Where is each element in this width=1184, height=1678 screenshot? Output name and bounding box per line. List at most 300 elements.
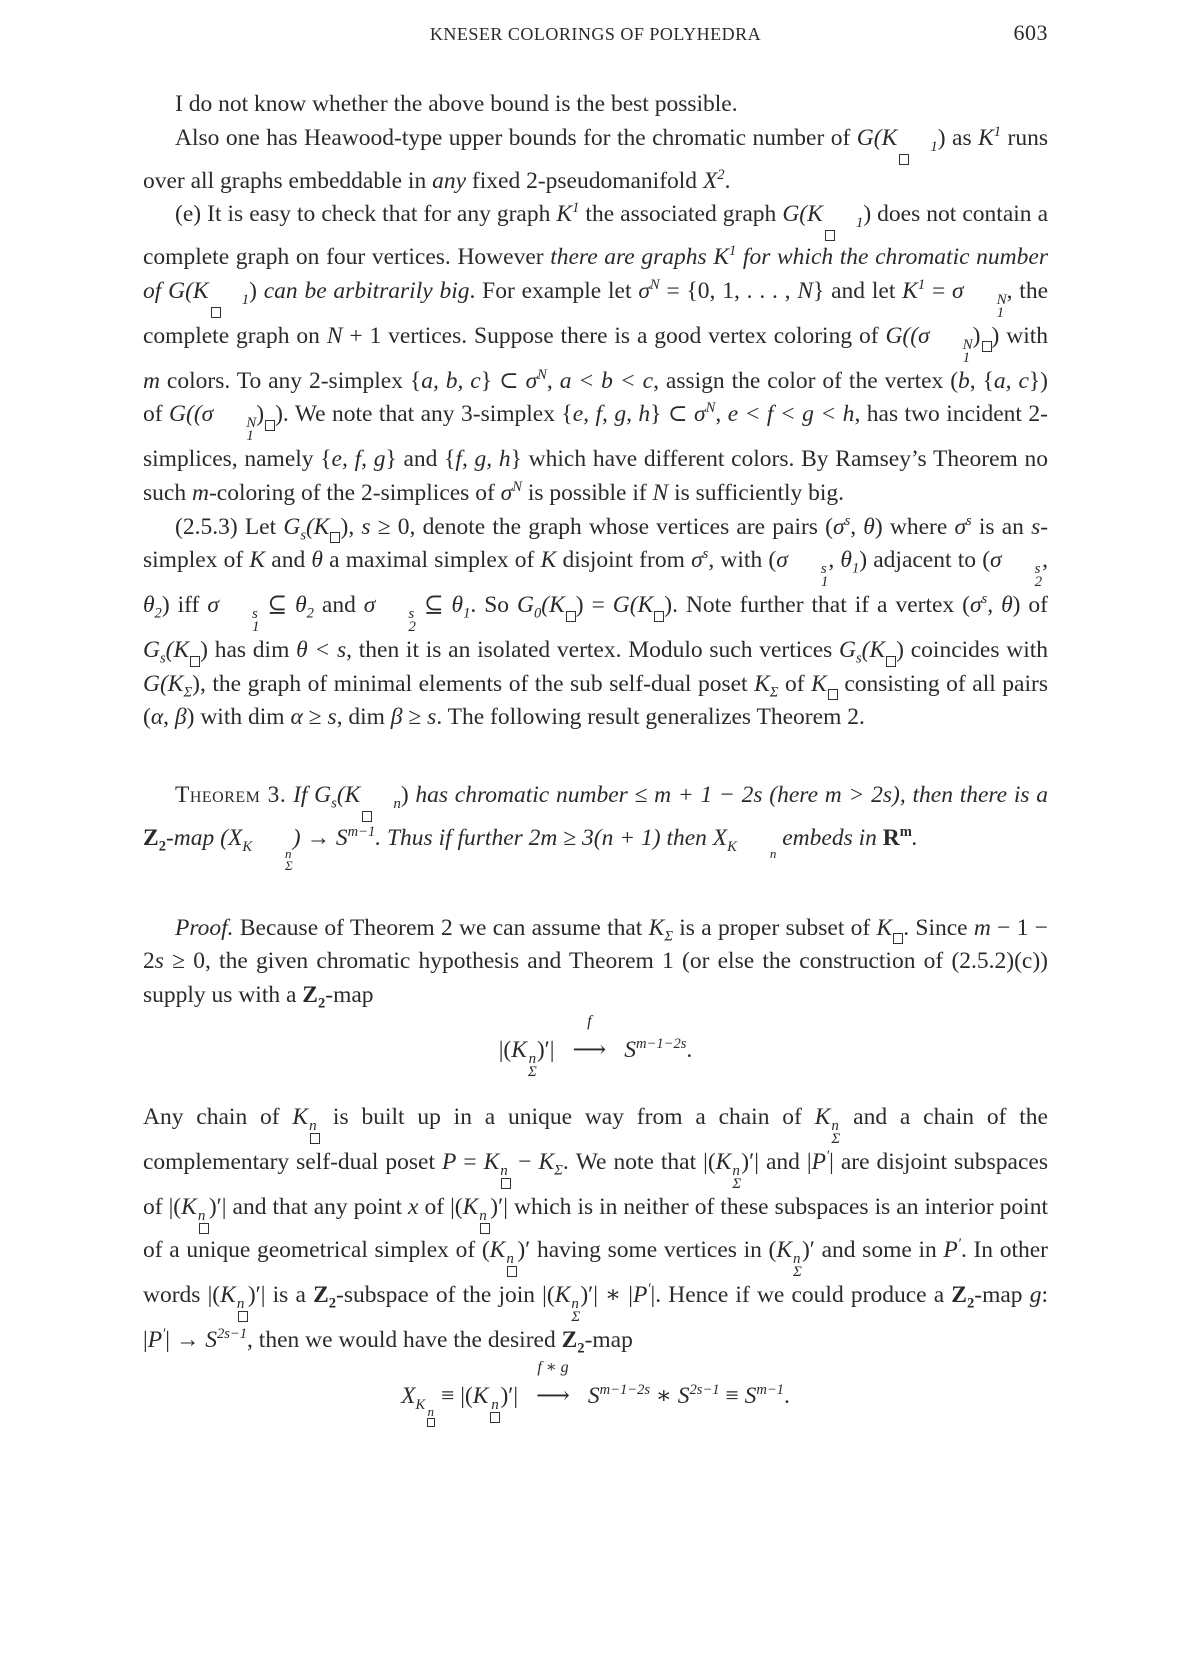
math-base: R xyxy=(882,824,900,851)
math-expression xyxy=(952,277,1007,321)
math-base: (K xyxy=(305,513,330,540)
text-run: Because of Theorem 2 we can assume that xyxy=(233,914,649,941)
math-base: s xyxy=(753,781,763,808)
math-expression xyxy=(958,368,970,394)
math-expression xyxy=(169,401,265,445)
math-expression xyxy=(1030,1282,1042,1308)
math-expression xyxy=(205,1327,247,1353)
math-base: G xyxy=(839,637,856,664)
subscript: 2 xyxy=(328,1296,337,1313)
math-expression xyxy=(745,1383,784,1409)
proof xyxy=(143,912,1048,1013)
box-symbol xyxy=(490,1412,500,1423)
sub-superscript: n xyxy=(427,1403,434,1419)
superscript: N xyxy=(246,415,257,432)
subscript: 2 xyxy=(577,1341,585,1358)
script-stack xyxy=(214,417,256,443)
math-expression xyxy=(694,401,715,427)
box-subscript xyxy=(264,415,275,431)
math-expression xyxy=(427,704,436,730)
display-equation-2 xyxy=(143,1359,1048,1427)
subscript: 2 xyxy=(158,838,166,855)
subscript: 2 xyxy=(154,605,162,622)
math-base: σ xyxy=(500,479,513,506)
math-base: K xyxy=(511,1037,527,1064)
text-run: , then it is an isolated vertex. Modulo such vertices xyxy=(346,637,840,664)
text-run: -map xyxy=(325,981,374,1008)
math-base: K xyxy=(472,1383,489,1409)
math-base: s xyxy=(1031,513,1041,540)
text-run: . We note that |( xyxy=(562,1149,716,1176)
page-number: 603 xyxy=(1013,20,1048,45)
subscript: Σ xyxy=(571,1309,581,1326)
math-base: m xyxy=(973,914,991,941)
math-base: K xyxy=(489,1237,506,1264)
math-base: S xyxy=(587,1383,600,1409)
superscript: n xyxy=(831,1118,839,1135)
superscript: 1 xyxy=(729,243,737,260)
box-symbol xyxy=(566,611,576,622)
text-run: -simplex of xyxy=(143,513,1049,574)
math-expression xyxy=(227,824,293,873)
superscript: ′ xyxy=(825,1148,830,1165)
text-run: of |( xyxy=(418,1194,463,1221)
italic-run: . Thus if further 2 xyxy=(375,824,541,851)
text-run: coincides with xyxy=(904,637,1048,664)
math-expression xyxy=(332,446,386,472)
box-symbol xyxy=(427,1418,435,1427)
math-expression xyxy=(143,637,166,667)
text-run: ≡ xyxy=(719,1383,745,1409)
script-stack xyxy=(361,795,401,822)
math-base: P xyxy=(147,1327,163,1354)
page-header xyxy=(143,20,1048,50)
paragraph-chain xyxy=(143,1101,1048,1358)
math-expression xyxy=(877,915,904,941)
math-expression xyxy=(885,322,981,366)
math-base: K xyxy=(814,1104,831,1131)
math-expression xyxy=(573,401,650,427)
superscript: 1 xyxy=(930,138,938,155)
superscript: n xyxy=(393,795,401,812)
math-base: σ xyxy=(363,592,376,619)
text-run: ) where xyxy=(874,513,955,540)
text-run: . xyxy=(724,167,731,194)
superscript: ′ xyxy=(162,1326,166,1343)
superscript: m−1−2s xyxy=(599,1382,651,1399)
math-base: K xyxy=(556,201,573,228)
text-run: . xyxy=(783,1383,790,1409)
text-run: is an xyxy=(971,513,1032,540)
math-base: β xyxy=(390,704,403,731)
math-expression xyxy=(943,1237,961,1263)
math-base: s xyxy=(327,704,337,731)
math-expression xyxy=(776,547,829,591)
math-base: K xyxy=(715,1149,732,1176)
text-run: . The following result generalizes Theorem 2. xyxy=(436,704,865,731)
math-base: X xyxy=(712,824,728,851)
math-base: m xyxy=(191,479,209,506)
math-expression xyxy=(192,480,209,506)
box-symbol xyxy=(480,1223,490,1234)
subscript: 1 xyxy=(962,349,971,366)
math-expression xyxy=(728,401,855,427)
math-base: G((σ xyxy=(169,401,214,428)
superscript: n xyxy=(506,1251,514,1268)
math-expression xyxy=(588,1383,650,1409)
math-base: K xyxy=(713,244,729,271)
math-expression xyxy=(856,124,946,155)
math-expression xyxy=(954,514,971,540)
math-expression xyxy=(283,513,306,544)
text-run: (e) It is easy to check that for any graph xyxy=(175,201,557,228)
math-base: m xyxy=(654,781,672,808)
text-run: -subspace of the join |( xyxy=(336,1282,555,1309)
math-expression xyxy=(654,782,671,808)
text-run: ) adjacent to ( xyxy=(859,547,991,574)
math-expression xyxy=(264,401,283,427)
italic-run: ), then there is a xyxy=(892,781,1049,808)
superscript: 1 xyxy=(993,123,1002,140)
text-run: ⊆ xyxy=(259,592,296,619)
maps-to-arrow xyxy=(524,1359,582,1414)
text-run: , xyxy=(348,513,362,540)
text-run: ≥ xyxy=(402,704,428,731)
text-run: -map xyxy=(584,1327,633,1354)
script-stack xyxy=(789,563,829,589)
text-run: , xyxy=(828,547,841,574)
text-run: Any chain of xyxy=(143,1104,293,1131)
text-run: is a proper subset of xyxy=(672,914,877,941)
superscript: s xyxy=(844,512,851,529)
math-expression xyxy=(363,592,416,636)
text-run: . So xyxy=(470,592,517,619)
superscript: 1 xyxy=(241,291,250,308)
text-run: (2.5.3) Let xyxy=(175,513,284,540)
math-base: K xyxy=(754,670,770,697)
arrow-icon: ⟶ xyxy=(536,1383,570,1409)
math-expression xyxy=(143,368,160,394)
page-body xyxy=(143,88,1048,1449)
math-expression xyxy=(613,592,672,618)
italic-run: + 1) then xyxy=(613,824,713,851)
text-run: } and { xyxy=(385,446,456,473)
text-run: ∗ xyxy=(650,1383,678,1409)
text-run: )′| ∗ | xyxy=(580,1282,633,1309)
math-base: θ xyxy=(295,592,307,619)
math-expression xyxy=(648,914,673,945)
superscript: n xyxy=(491,1397,499,1413)
math-expression xyxy=(220,1282,248,1313)
box-subscript xyxy=(885,651,896,667)
box-symbol xyxy=(265,420,275,431)
math-close: ) xyxy=(256,401,265,428)
math-base: N xyxy=(652,479,669,506)
text-run: , xyxy=(163,704,175,731)
italic-run: there are graphs xyxy=(550,244,714,271)
math-expression xyxy=(290,704,302,730)
subscript: Σ xyxy=(769,684,779,701)
math-base: K xyxy=(554,1282,571,1309)
math-base: N xyxy=(797,277,814,304)
superscript: n xyxy=(197,1208,206,1225)
subscript: 1 xyxy=(996,304,1005,321)
box-subscript xyxy=(653,606,664,622)
math-base: K xyxy=(811,670,827,697)
text-run: disjoint from xyxy=(556,547,692,574)
text-run: colors. To any 2-simplex { xyxy=(159,367,422,394)
math-expression xyxy=(489,1237,518,1268)
math-expression xyxy=(249,547,265,573)
math-expression xyxy=(148,1327,166,1353)
sub-subscript: Σ xyxy=(285,857,293,873)
math-expression xyxy=(361,514,370,540)
math-expression xyxy=(401,1383,435,1419)
subscript: s xyxy=(300,527,306,544)
italic-run: If xyxy=(293,781,315,808)
script-stack xyxy=(831,1120,840,1146)
text-run: , xyxy=(1042,547,1048,574)
subscript: 0 xyxy=(533,605,542,622)
math-expression xyxy=(862,637,904,663)
math-base: G xyxy=(143,637,160,664)
superscript: s xyxy=(966,512,972,529)
text-run: } and let xyxy=(813,277,903,304)
box-subscript xyxy=(827,684,838,700)
math-base: K xyxy=(902,277,918,304)
subscript: s xyxy=(159,650,166,667)
text-run: = {0, 1, . . . , xyxy=(659,277,798,304)
math-base: Z xyxy=(951,1282,967,1309)
text-run: )′| xyxy=(500,1383,524,1409)
math-close: ) xyxy=(972,322,981,349)
math-base: X xyxy=(401,1383,416,1409)
script-stack xyxy=(571,1298,580,1324)
text-run: and a chain of the complementary self-dual poset xyxy=(143,1104,1048,1176)
subscript-stack xyxy=(253,845,293,873)
script-stack xyxy=(210,291,250,318)
text-run: . For example let xyxy=(469,277,639,304)
maps-to-arrow xyxy=(560,1013,618,1068)
box-symbol xyxy=(893,933,903,944)
italic-run: can be arbitrarily big xyxy=(256,277,470,304)
superscript: N xyxy=(649,276,660,293)
math-expression xyxy=(511,1037,537,1081)
math-base: s xyxy=(154,948,164,975)
text-run: with xyxy=(999,322,1048,349)
math-expression xyxy=(811,671,838,697)
box-symbol xyxy=(501,1178,511,1189)
math-expression xyxy=(541,547,557,573)
theorem-3 xyxy=(143,779,1048,872)
math-base: K xyxy=(978,124,994,151)
subscript: 2 xyxy=(966,1296,975,1313)
math-expression xyxy=(526,368,547,394)
italic-run: -map ( xyxy=(165,824,228,851)
math-expression xyxy=(638,278,659,304)
superscript: 2s−1 xyxy=(689,1382,720,1399)
text-run: − xyxy=(511,1149,539,1176)
math-expression xyxy=(472,1383,501,1413)
math-base: θ xyxy=(863,513,875,540)
math-base: a < b < c xyxy=(559,367,654,394)
text-run: , the complete graph on xyxy=(143,277,1049,349)
math-base: m xyxy=(540,824,558,851)
paragraph-e xyxy=(143,198,1048,510)
superscript: ′ xyxy=(647,1281,651,1298)
math-close: ) xyxy=(249,277,257,304)
superscript: n xyxy=(236,1296,245,1313)
text-run: }) of xyxy=(143,367,1048,428)
superscript: s xyxy=(251,606,258,623)
math-expression xyxy=(812,1149,830,1175)
script-stack xyxy=(1003,563,1043,589)
math-expression xyxy=(840,547,860,577)
subscript: Σ xyxy=(527,1064,537,1081)
math-base: G xyxy=(283,513,301,540)
blackboard-symbol xyxy=(143,824,166,855)
math-close: ) xyxy=(863,201,872,228)
math-close: ) xyxy=(200,637,208,664)
math-expression xyxy=(797,278,813,304)
math-base: S xyxy=(205,1327,217,1354)
text-run: )′| and that any point xyxy=(208,1194,409,1221)
text-run: } ⊂ xyxy=(650,401,695,428)
math-base: σ xyxy=(525,367,538,394)
script-stack xyxy=(237,1298,248,1322)
superscript: m−1 xyxy=(756,1382,784,1399)
math-base: α xyxy=(150,704,164,731)
math-base: G xyxy=(517,592,534,619)
script-stack xyxy=(732,1165,741,1191)
sub-superscript: n xyxy=(285,845,292,861)
text-run: )′| which is in neither of these subspaces is an interior point of a unique geometrical simplex of ( xyxy=(143,1194,1048,1264)
text-run: ≥ 0, the given chromatic hypothesis and Theorem 1 (or else the construction of (2.5.2)(c)) supply us with a xyxy=(143,948,1048,1008)
math-base: G(K xyxy=(782,201,823,228)
math-expression xyxy=(1031,514,1040,540)
math-expression xyxy=(1001,592,1013,618)
text-run: and xyxy=(265,547,312,574)
box-subscript xyxy=(189,651,200,667)
math-expression xyxy=(517,592,542,622)
subscript: 2 xyxy=(317,995,326,1012)
arrow-label: f ∗ g xyxy=(537,1359,569,1376)
math-base: G(K xyxy=(856,124,898,151)
superscript: N xyxy=(962,336,973,353)
superscript: 2s−1 xyxy=(216,1326,248,1343)
box-subscript xyxy=(565,606,576,622)
math-expression xyxy=(981,323,1000,349)
math-base: β xyxy=(174,704,187,731)
math-expression xyxy=(691,547,708,573)
italic-run: has chromatic number ≤ xyxy=(408,781,655,808)
script-stack xyxy=(506,1253,517,1277)
math-base: g xyxy=(1029,1282,1042,1309)
italic-run: + 1 − 2 xyxy=(671,781,754,808)
superscript: s xyxy=(702,546,709,563)
math-expression xyxy=(391,704,403,730)
text-run: ) with dim xyxy=(186,704,291,731)
text-run: , with ( xyxy=(708,547,777,574)
math-base: a, b, c xyxy=(421,367,481,394)
subscript-stack xyxy=(738,845,777,861)
box-subscript xyxy=(329,527,340,543)
superscript: n xyxy=(479,1208,487,1225)
math-base: θ xyxy=(840,547,852,574)
math-expression xyxy=(814,1104,841,1148)
text-run: consisting of all pairs ( xyxy=(143,670,1048,731)
subscript: 2 xyxy=(306,605,314,622)
math-close: ) xyxy=(991,322,1000,349)
blackboard-symbol xyxy=(561,1327,585,1358)
math-base: G((σ xyxy=(885,322,930,349)
math-expression xyxy=(181,1194,209,1225)
math-expression xyxy=(863,514,875,540)
superscript: n xyxy=(528,1051,537,1068)
superscript: m xyxy=(899,824,912,841)
math-base: K xyxy=(538,1149,555,1176)
script-stack xyxy=(220,608,260,634)
math-base: Z xyxy=(561,1327,578,1354)
text-run: , xyxy=(546,367,560,394)
math-expression xyxy=(327,323,343,349)
arrow-label: f xyxy=(587,1013,592,1031)
math-base: K xyxy=(462,1194,479,1221)
math-expression xyxy=(155,948,164,974)
math-expression xyxy=(994,368,1029,394)
math-expression xyxy=(754,670,779,701)
superscript: N xyxy=(537,366,547,383)
math-expression xyxy=(311,547,323,573)
text-run: is built up in a unique way from a chain of xyxy=(320,1104,815,1131)
math-base: Z xyxy=(143,824,159,851)
math-base: s xyxy=(427,704,437,731)
math-expression xyxy=(336,781,409,812)
subscript-base: K xyxy=(727,838,737,855)
text-run: ⊆ xyxy=(415,592,452,619)
text-run: )′| is a xyxy=(247,1282,314,1309)
math-base: σ xyxy=(990,547,1002,574)
math-expression xyxy=(336,825,375,851)
math-expression xyxy=(538,1149,563,1180)
math-base: θ < s xyxy=(296,637,347,664)
math-base: X xyxy=(227,824,243,851)
subscript: 2 xyxy=(1034,574,1043,591)
math-base: θ xyxy=(451,592,464,619)
script-stack xyxy=(965,291,1007,321)
math-expression xyxy=(753,782,762,808)
math-expression xyxy=(483,1149,512,1180)
math-base: σ xyxy=(954,513,967,540)
superscript: ′ xyxy=(957,1236,961,1253)
math-expression xyxy=(168,277,257,308)
box-symbol xyxy=(211,307,221,318)
italic-run: any xyxy=(432,167,467,194)
math-expression xyxy=(327,704,336,730)
math-close: ) xyxy=(275,401,283,428)
text-run: , assign the color of the vertex ( xyxy=(653,367,959,394)
math-base: Z xyxy=(302,981,318,1008)
text-run: = xyxy=(925,277,953,304)
math-base: f, g, h xyxy=(455,446,511,473)
subscript: 1 xyxy=(251,619,260,636)
superscript: n xyxy=(732,1163,740,1180)
superscript: n xyxy=(309,1118,317,1135)
superscript: 2 xyxy=(717,166,725,183)
text-run: , xyxy=(987,592,1002,619)
text-run: ≥ 0, denote the graph whose vertices are pairs ( xyxy=(370,513,833,540)
text-run: a maximal simplex of xyxy=(322,547,541,574)
